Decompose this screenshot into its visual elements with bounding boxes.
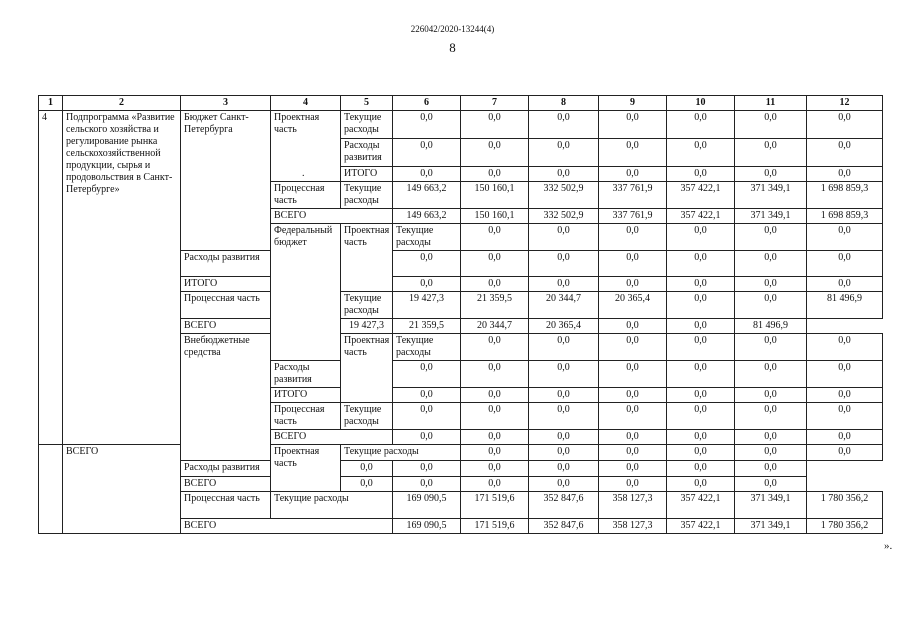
value-cell: 0,0: [667, 430, 735, 445]
value-cell: 0,0: [393, 430, 461, 445]
value-cell: 0,0: [393, 138, 461, 166]
value-cell: 371 349,1: [735, 519, 807, 534]
program-number: 4: [39, 111, 63, 445]
itogo-label: ИТОГО: [341, 166, 393, 181]
grand-vsego-label: ВСЕГО: [181, 519, 393, 534]
value-cell: 0,0: [599, 166, 667, 181]
value-cell: 0,0: [461, 251, 529, 277]
value-cell: 0,0: [393, 111, 461, 139]
process-part-label: Процессная часть: [181, 292, 271, 319]
col-header-1: 1: [39, 96, 63, 111]
value-cell: 0,0: [461, 111, 529, 139]
current-expenses-label: Текущие расходы: [393, 224, 461, 251]
value-cell: 0,0: [667, 334, 735, 361]
value-cell: 0,0: [529, 251, 599, 277]
value-cell: 0,0: [667, 445, 735, 461]
value-cell: 0,0: [735, 477, 807, 492]
value-cell: 81 496,9: [807, 292, 883, 319]
col-header-10: 10: [667, 96, 735, 111]
value-cell: 0,0: [807, 224, 883, 251]
value-cell: 0,0: [599, 445, 667, 461]
col-header-5: 5: [341, 96, 393, 111]
value-cell: 0,0: [599, 430, 667, 445]
value-cell: 0,0: [461, 334, 529, 361]
col-header-12: 12: [807, 96, 883, 111]
value-cell: 0,0: [667, 388, 735, 403]
value-cell: 0,0: [393, 388, 461, 403]
value-cell: 0,0: [393, 166, 461, 181]
value-cell: 0,0: [461, 224, 529, 251]
value-cell: 0,0: [461, 166, 529, 181]
value-cell: 149 663,2: [393, 209, 461, 224]
value-cell: 0,0: [529, 166, 599, 181]
value-cell: 371 349,1: [735, 209, 807, 224]
value-cell: 0,0: [529, 361, 599, 388]
value-cell: 19 427,3: [341, 319, 393, 334]
value-cell: 149 663,2: [393, 182, 461, 209]
value-cell: 0,0: [599, 111, 667, 139]
value-cell: 0,0: [529, 224, 599, 251]
value-cell: 0,0: [461, 388, 529, 403]
development-expenses-label: Расходы развития: [181, 251, 271, 277]
value-cell: 0,0: [393, 361, 461, 388]
project-part-label: [271, 111, 341, 182]
value-cell: 0,0: [807, 111, 883, 139]
value-cell: 0,0: [393, 461, 461, 477]
current-expenses-label: Текущие расходы: [341, 445, 461, 461]
value-cell: 0,0: [807, 445, 883, 461]
value-cell: 0,0: [667, 111, 735, 139]
value-cell: 0,0: [667, 138, 735, 166]
col-header-6: 6: [393, 96, 461, 111]
value-cell: 0,0: [667, 292, 735, 319]
value-cell: 0,0: [667, 166, 735, 181]
value-cell: 0,0: [735, 224, 807, 251]
source-federal: Федеральный бюджет: [271, 224, 341, 361]
value-cell: 0,0: [529, 445, 599, 461]
value-cell: 332 502,9: [529, 209, 599, 224]
value-cell: 357 422,1: [667, 209, 735, 224]
value-cell: 0,0: [735, 461, 807, 477]
value-cell: 371 349,1: [735, 182, 807, 209]
col-header-4: 4: [271, 96, 341, 111]
value-cell: 0,0: [599, 277, 667, 292]
grand-total-label: ВСЕГО: [63, 445, 181, 534]
table-row: [39, 111, 883, 139]
value-cell: 20 365,4: [529, 319, 599, 334]
value-cell: 0,0: [735, 138, 807, 166]
project-part-text: Проектная часть: [274, 112, 320, 135]
value-cell: 0,0: [735, 251, 807, 277]
value-cell: 0,0: [599, 224, 667, 251]
value-cell: 0,0: [807, 277, 883, 292]
value-cell: 0,0: [529, 430, 599, 445]
stray-dot: .: [302, 168, 305, 179]
value-cell: 358 127,3: [599, 492, 667, 519]
value-cell: 0,0: [461, 477, 529, 492]
value-cell: 0,0: [807, 403, 883, 430]
vsego-label: ВСЕГО: [271, 209, 393, 224]
value-cell: 0,0: [735, 111, 807, 139]
value-cell: 21 359,5: [393, 319, 461, 334]
value-cell: 357 422,1: [667, 519, 735, 534]
column-number-row: [39, 96, 883, 111]
value-cell: 1 780 356,2: [807, 492, 883, 519]
vsego-label: ВСЕГО: [181, 477, 341, 492]
value-cell: 0,0: [461, 361, 529, 388]
value-cell: 20 344,7: [529, 292, 599, 319]
value-cell: 0,0: [807, 361, 883, 388]
value-cell: 81 496,9: [735, 319, 807, 334]
col-header-8: 8: [529, 96, 599, 111]
value-cell: 0,0: [667, 277, 735, 292]
value-cell: 0,0: [599, 251, 667, 277]
value-cell: 0,0: [735, 388, 807, 403]
value-cell: 0,0: [393, 403, 461, 430]
value-cell: 0,0: [807, 251, 883, 277]
value-cell: 171 519,6: [461, 492, 529, 519]
value-cell: 0,0: [461, 277, 529, 292]
page-number: 8: [449, 40, 456, 55]
source-spb: Бюджет Санкт-Петербурга: [181, 111, 271, 251]
value-cell: 0,0: [667, 319, 735, 334]
value-cell: 0,0: [529, 461, 599, 477]
value-cell: 150 160,1: [461, 182, 529, 209]
process-part-label: Процессная часть: [181, 492, 271, 519]
col-header-7: 7: [461, 96, 529, 111]
value-cell: 0,0: [735, 361, 807, 388]
value-cell: 0,0: [341, 477, 393, 492]
value-cell: 337 761,9: [599, 182, 667, 209]
value-cell: 0,0: [529, 388, 599, 403]
document-id: 226042/2020-13244(4): [410, 24, 495, 34]
value-cell: 0,0: [599, 477, 667, 492]
current-expenses-label: Текущие расходы: [341, 292, 393, 319]
program-name: Подпрограмма «Развитие сельского хозяйства и регулирование рынка сельскохозяйственной продукции, сырья и продовольствия в Санкт-Петербурге»: [63, 111, 181, 445]
value-cell: 0,0: [667, 224, 735, 251]
value-cell: 0,0: [599, 388, 667, 403]
value-cell: 0,0: [735, 166, 807, 181]
value-cell: 0,0: [393, 477, 461, 492]
value-cell: 0,0: [599, 461, 667, 477]
value-cell: 0,0: [599, 334, 667, 361]
current-expenses-label: Текущие расходы: [341, 403, 393, 430]
itogo-label: ИТОГО: [181, 277, 271, 292]
value-cell: 0,0: [735, 277, 807, 292]
value-cell: 21 359,5: [461, 292, 529, 319]
project-part-label: Проектная часть: [341, 334, 393, 403]
process-part-label: Процессная часть: [271, 182, 341, 209]
value-cell: 0,0: [735, 403, 807, 430]
current-expenses-label: Текущие расходы: [271, 492, 393, 519]
value-cell: 357 422,1: [667, 182, 735, 209]
value-cell: 0,0: [807, 334, 883, 361]
current-expenses-label: Текущие расходы: [341, 182, 393, 209]
value-cell: 0,0: [529, 111, 599, 139]
value-cell: 0,0: [735, 334, 807, 361]
value-cell: 0,0: [599, 319, 667, 334]
value-cell: 0,0: [807, 388, 883, 403]
value-cell: 0,0: [735, 445, 807, 461]
value-cell: 0,0: [667, 403, 735, 430]
value-cell: 171 519,6: [461, 519, 529, 534]
value-cell: 0,0: [667, 477, 735, 492]
value-cell: 371 349,1: [735, 492, 807, 519]
value-cell: 352 847,6: [529, 492, 599, 519]
value-cell: 0,0: [667, 251, 735, 277]
value-cell: 0,0: [529, 403, 599, 430]
value-cell: 150 160,1: [461, 209, 529, 224]
itogo-label: ИТОГО: [271, 388, 341, 403]
value-cell: 0,0: [807, 430, 883, 445]
source-extrabudgetary: Внебюджетные средства: [181, 334, 271, 461]
development-expenses-label: Расходы развития: [181, 461, 341, 477]
closing-mark: ».: [884, 540, 893, 552]
table-row: [39, 445, 883, 461]
development-expenses-label: Расходы развития: [271, 361, 341, 388]
value-cell: 0,0: [393, 251, 461, 277]
value-cell: 1 780 356,2: [807, 519, 883, 534]
value-cell: 1 698 859,3: [807, 209, 883, 224]
value-cell: 0,0: [529, 277, 599, 292]
value-cell: 337 761,9: [599, 209, 667, 224]
value-cell: 1 698 859,3: [807, 182, 883, 209]
value-cell: 0,0: [461, 461, 529, 477]
process-part-label: Процессная часть: [271, 403, 341, 430]
development-expenses-label: Расходы развития: [341, 138, 393, 166]
value-cell: 352 847,6: [529, 519, 599, 534]
value-cell: 0,0: [667, 361, 735, 388]
value-cell: 0,0: [667, 461, 735, 477]
value-cell: 0,0: [461, 138, 529, 166]
value-cell: 20 344,7: [461, 319, 529, 334]
value-cell: 169 090,5: [393, 492, 461, 519]
value-cell: 0,0: [461, 430, 529, 445]
value-cell: 332 502,9: [529, 182, 599, 209]
col-header-9: 9: [599, 96, 667, 111]
col-header-11: 11: [735, 96, 807, 111]
value-cell: 358 127,3: [599, 519, 667, 534]
vsego-label: ВСЕГО: [271, 430, 393, 445]
col-header-2: 2: [63, 96, 181, 111]
value-cell: 0,0: [807, 166, 883, 181]
value-cell: 19 427,3: [393, 292, 461, 319]
value-cell: 0,0: [807, 138, 883, 166]
value-cell: 0,0: [461, 445, 529, 461]
value-cell: 0,0: [599, 138, 667, 166]
value-cell: 169 090,5: [393, 519, 461, 534]
current-expenses-label: Текущие расходы: [341, 111, 393, 139]
current-expenses-label: Текущие расходы: [393, 334, 461, 361]
value-cell: 0,0: [341, 461, 393, 477]
value-cell: 0,0: [461, 403, 529, 430]
col-header-3: 3: [181, 96, 271, 111]
value-cell: 0,0: [529, 334, 599, 361]
number-empty: [39, 445, 63, 534]
value-cell: 0,0: [529, 138, 599, 166]
value-cell: 357 422,1: [667, 492, 735, 519]
value-cell: 0,0: [735, 430, 807, 445]
vsego-label: ВСЕГО: [181, 319, 341, 334]
budget-table: [38, 95, 883, 534]
value-cell: 0,0: [599, 403, 667, 430]
value-cell: 0,0: [735, 292, 807, 319]
value-cell: 0,0: [393, 277, 461, 292]
value-cell: 0,0: [599, 361, 667, 388]
value-cell: 0,0: [529, 477, 599, 492]
project-part-label: Проектная часть: [341, 224, 393, 292]
value-cell: 20 365,4: [599, 292, 667, 319]
project-part-label: Проектная часть: [271, 445, 341, 492]
